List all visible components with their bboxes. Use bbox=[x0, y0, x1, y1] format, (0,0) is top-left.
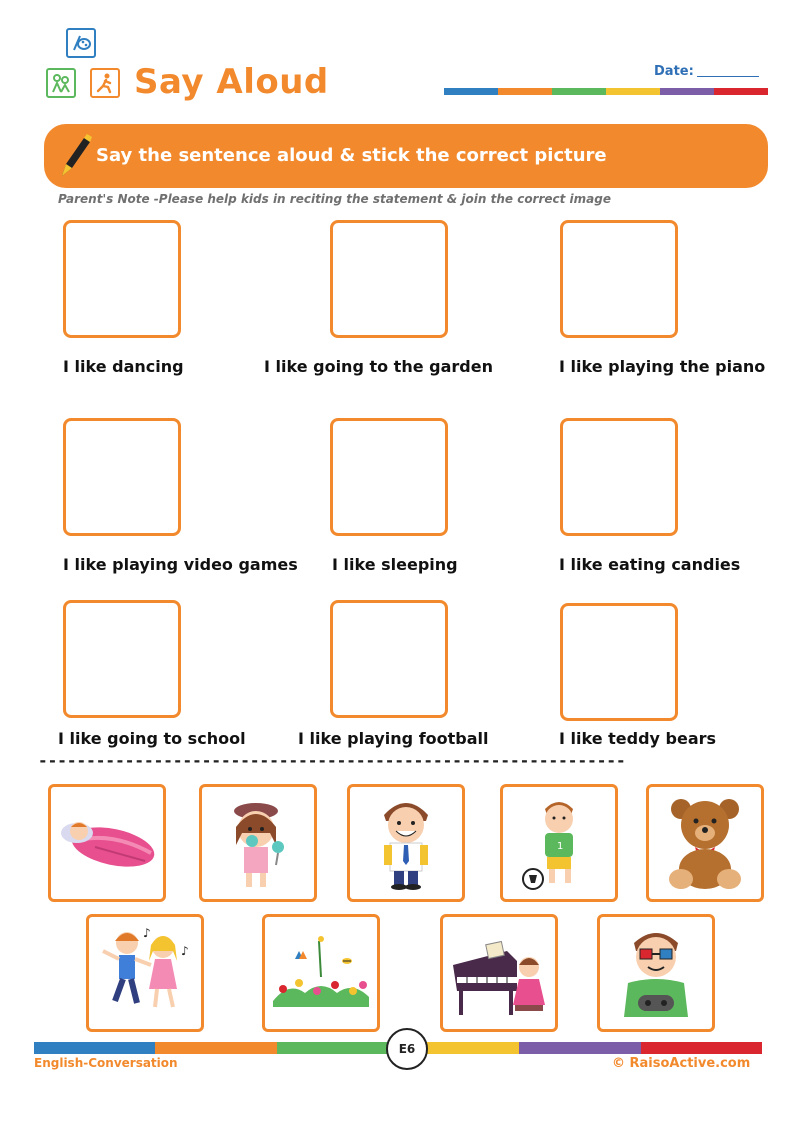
color-strip-segment bbox=[552, 88, 606, 95]
answer-box[interactable] bbox=[560, 603, 678, 721]
teddy-bear-icon bbox=[653, 791, 757, 895]
svg-text:♪: ♪ bbox=[181, 944, 189, 958]
color-strip-segment bbox=[714, 88, 768, 95]
pencil-icon bbox=[56, 132, 92, 182]
schoolboy-icon bbox=[354, 791, 458, 895]
caption: I like dancing bbox=[63, 357, 184, 376]
football-boy-icon bbox=[507, 791, 611, 895]
caption: I like sleeping bbox=[332, 555, 458, 574]
color-strip-segment bbox=[34, 1042, 155, 1054]
page-number: E6 bbox=[386, 1028, 428, 1070]
sleeping-child-icon bbox=[55, 791, 159, 895]
date-field[interactable] bbox=[697, 76, 759, 77]
garden-icon bbox=[269, 921, 373, 1025]
header-color-strip bbox=[444, 88, 768, 95]
children-icon bbox=[46, 68, 76, 98]
footer-website[interactable]: © RaisoActive.com bbox=[612, 1056, 751, 1071]
picture-card[interactable] bbox=[262, 914, 380, 1032]
color-strip-segment bbox=[444, 88, 498, 95]
picture-card[interactable] bbox=[199, 784, 317, 902]
picture-card[interactable] bbox=[48, 784, 166, 902]
picture-card[interactable] bbox=[86, 914, 204, 1032]
footer-subject: English-Conversation bbox=[34, 1056, 178, 1070]
palette-icon bbox=[66, 28, 96, 58]
caption: I like playing the piano bbox=[559, 357, 766, 376]
color-strip-segment bbox=[519, 1042, 640, 1054]
answer-box[interactable] bbox=[330, 418, 448, 536]
banner-text: Say the sentence aloud & stick the correct picture bbox=[96, 145, 607, 166]
dancing-kids-icon bbox=[93, 921, 197, 1025]
color-strip-segment bbox=[660, 88, 714, 95]
picture-card[interactable] bbox=[347, 784, 465, 902]
picture-card[interactable] bbox=[500, 784, 618, 902]
picture-card[interactable] bbox=[440, 914, 558, 1032]
parents-note: Parent's Note -Please help kids in reciting the statement & join the correct image bbox=[58, 192, 612, 206]
picture-card[interactable] bbox=[646, 784, 764, 902]
cut-line: ------------------------------------------------------------- bbox=[38, 756, 626, 766]
color-strip-segment bbox=[641, 1042, 762, 1054]
answer-box[interactable] bbox=[560, 220, 678, 338]
page-title: Say Aloud bbox=[134, 62, 329, 102]
answer-box[interactable] bbox=[560, 418, 678, 536]
picture-card[interactable] bbox=[597, 914, 715, 1032]
answer-box[interactable] bbox=[330, 220, 448, 338]
color-strip-segment bbox=[155, 1042, 276, 1054]
piano-girl-icon bbox=[447, 921, 551, 1025]
video-game-boy-icon bbox=[604, 921, 708, 1025]
color-strip-segment bbox=[277, 1042, 398, 1054]
caption: I like playing football bbox=[298, 729, 489, 748]
answer-box[interactable] bbox=[330, 600, 448, 718]
answer-box[interactable] bbox=[63, 220, 181, 338]
caption: I like going to the garden bbox=[264, 357, 493, 376]
caption: I like eating candies bbox=[559, 555, 741, 574]
svg-text:♪: ♪ bbox=[143, 926, 151, 940]
answer-box[interactable] bbox=[63, 418, 181, 536]
color-strip-segment bbox=[498, 88, 552, 95]
caption: I like teddy bears bbox=[559, 729, 717, 748]
caption: I like going to school bbox=[58, 729, 246, 748]
girl-with-candies-icon bbox=[206, 791, 310, 895]
running-icon bbox=[90, 68, 120, 98]
logo-icons bbox=[46, 28, 126, 104]
caption: I like playing video games bbox=[63, 555, 298, 574]
color-strip-segment bbox=[606, 88, 660, 95]
answer-box[interactable] bbox=[63, 600, 181, 718]
svg-text:1: 1 bbox=[557, 841, 564, 852]
date-label: Date: bbox=[654, 64, 694, 79]
